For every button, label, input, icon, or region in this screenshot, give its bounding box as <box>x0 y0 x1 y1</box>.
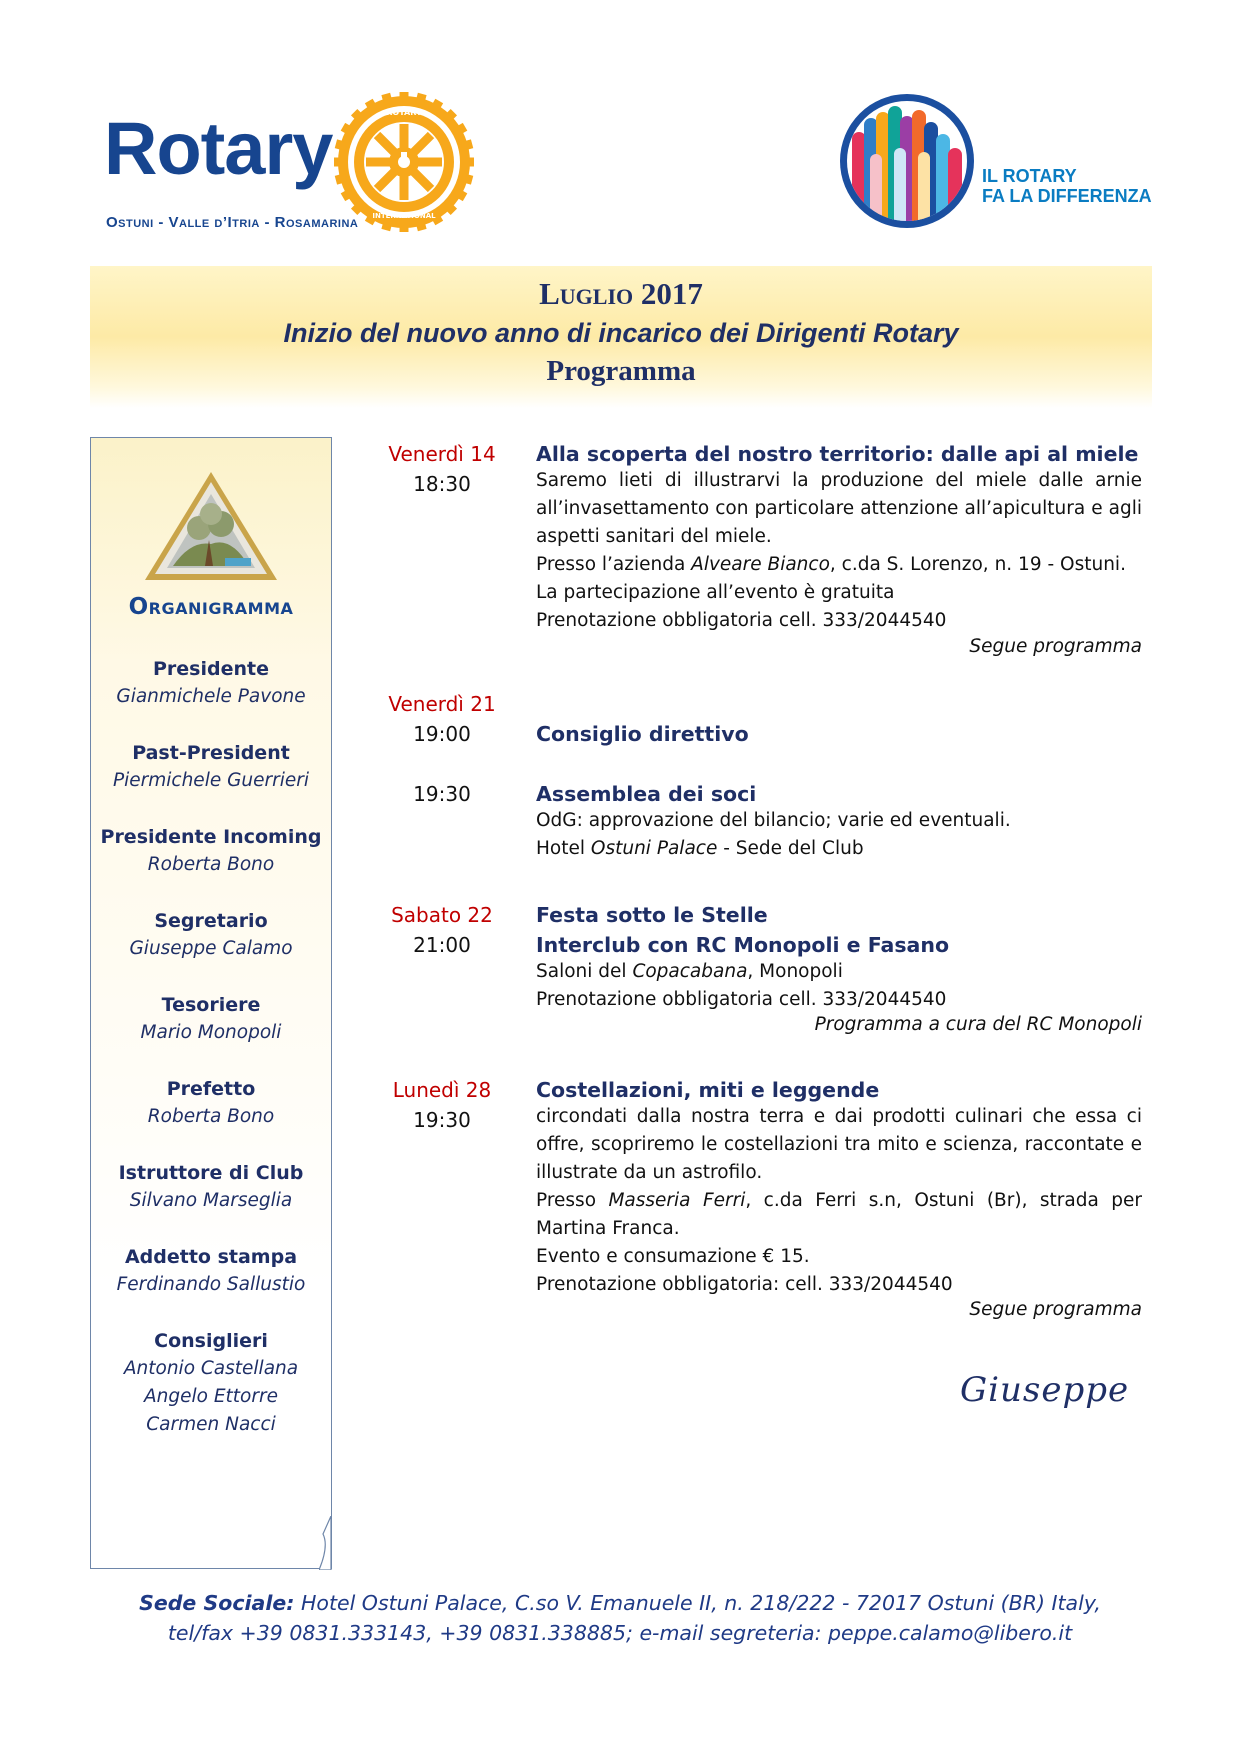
role-name: Gianmichele Pavone <box>116 686 306 707</box>
wheel-tooth <box>400 222 408 232</box>
role-title: Presidente Incoming <box>100 826 322 848</box>
event-free-entry: La partecipazione all’evento è gratuita <box>536 582 895 603</box>
role-title: Past-President <box>132 742 290 764</box>
event-time: 21:00 <box>413 933 471 957</box>
event-title: Assemblea dei soci <box>536 782 757 806</box>
event-booking: Prenotazione obbligatoria: cell. 333/2044540 <box>536 1274 953 1295</box>
role-name: Antonio Castellana <box>123 1358 299 1379</box>
event-title: Costellazioni, miti e leggende <box>536 1078 880 1102</box>
role-past-president <box>91 739 331 795</box>
role-title: Addetto stampa <box>124 1246 298 1268</box>
banner-program: Programma <box>546 355 696 387</box>
role-consiglieri <box>91 1327 331 1439</box>
banner-month: Luglio 2017 <box>539 276 703 311</box>
venue-name: Alveare Bianco <box>691 554 830 575</box>
role-name: Roberta Bono <box>147 854 275 875</box>
venue-name: Ostuni Palace <box>590 838 718 859</box>
event-price: Evento e consumazione € 15. <box>536 1246 810 1267</box>
event-time: 19:30 <box>413 782 471 806</box>
footer-address-text: Hotel Ostuni Palace, C.so V. Emanuele II, n. 218/222 - 72017 Ostuni (BR) Italy, <box>294 1591 1101 1615</box>
role-title: Prefetto <box>166 1078 256 1100</box>
event-booking: Prenotazione obbligatoria cell. 333/2044540 <box>536 610 947 631</box>
venue-prefix: Saloni del <box>536 961 633 982</box>
wheel-tooth <box>464 158 474 166</box>
footer-address <box>0 1588 1240 1618</box>
role-istruttore-di-club <box>91 1159 331 1215</box>
role-name: Piermichele Guerrieri <box>112 770 310 791</box>
event-venue <box>536 551 1142 579</box>
page-curl-decoration <box>319 1516 333 1570</box>
event-day: Venerdì 14 <box>388 442 496 466</box>
event-time: 19:30 <box>413 1108 471 1132</box>
organigramma-sidebar <box>90 437 332 1569</box>
venue-prefix: Presso l’azienda <box>536 554 692 575</box>
event-description <box>536 807 1142 863</box>
venue-suffix: , c.da Ferri s.n, Ostuni (Br), strada per Martina Franca. <box>536 1190 1142 1239</box>
role-addetto-stampa <box>91 1243 331 1299</box>
event-text: Saremo lieti di illustrarvi la produzione del miele dalle arnie all’invasettamento con particolare attenzione all’apicultura e agli aspetti sanitari del miele. <box>536 470 1142 547</box>
event-subtitle: Interclub con RC Monopoli e Fasano <box>536 933 950 957</box>
organigramma-title: Organigramma <box>128 594 294 620</box>
role-title: Istruttore di Club <box>118 1162 304 1184</box>
rotary-logo-wordmark: Rotary <box>104 107 333 190</box>
theme-slogan-line2: FA LA DIFFERENZA <box>982 186 1152 206</box>
event-day: Lunedì 28 <box>392 1078 492 1102</box>
role-name: Mario Monopoli <box>140 1022 282 1043</box>
rotary-wheel-icon <box>334 92 474 232</box>
event-note: Programma a cura del RC Monopoli <box>814 1014 1142 1035</box>
venue-prefix: Hotel <box>536 838 591 859</box>
wheel-tooth <box>400 92 408 102</box>
title-banner <box>90 266 1152 408</box>
event-venue <box>536 1187 1142 1243</box>
role-presidente-incoming <box>91 823 331 879</box>
role-title: Segretario <box>154 910 268 932</box>
footer-contacts: tel/fax +39 0831.333143, +39 0831.338885; e-mail segreteria: peppe.calamo@libero.it <box>167 1621 1073 1645</box>
event-description <box>536 467 1142 635</box>
signature: Giuseppe <box>960 1370 1130 1410</box>
event-description <box>536 958 1142 1014</box>
event-day: Sabato 22 <box>391 903 493 927</box>
role-name: Ferdinando Sallustio <box>116 1274 306 1295</box>
role-segretario <box>91 907 331 963</box>
event-text: circondati dalla nostra terra e dai prodotti culinari che essa ci offre, scopriremo le costellazioni tra mito e scienza, raccontate e illustrate da un astrofilo. <box>536 1106 1142 1183</box>
wheel-text-top: ROTARY <box>386 108 422 117</box>
event-note: Segue programma <box>969 636 1142 657</box>
banner-subtitle: Inizio del nuovo anno di incarico dei Dirigenti Rotary <box>283 318 959 348</box>
venue-name: Masseria Ferri <box>608 1190 746 1211</box>
theme-slogan <box>982 166 1152 206</box>
theme-logo-icon <box>838 92 976 230</box>
role-prefetto <box>91 1075 331 1131</box>
event-booking: Prenotazione obbligatoria cell. 333/2044540 <box>536 989 947 1010</box>
district-pyramid-logo-icon <box>143 470 279 582</box>
venue-suffix: , c.da S. Lorenzo, n. 19 - Ostuni. <box>829 554 1126 575</box>
role-name: Angelo Ettorre <box>144 1386 278 1407</box>
event-venue <box>536 835 1142 863</box>
role-name: Giuseppe Calamo <box>129 938 293 959</box>
theme-slogan-line1: IL ROTARY <box>982 166 1077 186</box>
event-venue <box>536 958 1142 986</box>
event-title: Consiglio direttivo <box>536 722 749 746</box>
venue-suffix: - Sede del Club <box>717 838 864 859</box>
event-time: 19:00 <box>413 722 471 746</box>
venue-suffix: , Monopoli <box>747 961 843 982</box>
role-presidente <box>91 655 331 711</box>
role-title: Presidente <box>153 658 269 680</box>
role-tesoriere <box>91 991 331 1047</box>
event-title: Alla scoperta del nostro territorio: dalle api al miele <box>536 442 1139 466</box>
role-name: Roberta Bono <box>147 1106 275 1127</box>
role-title: Tesoriere <box>161 994 261 1016</box>
club-name: Ostuni - Valle d’Itria - Rosamarina <box>106 214 359 231</box>
role-title: Consiglieri <box>154 1330 268 1352</box>
wheel-text-bottom: INTERNATIONAL <box>372 212 436 220</box>
event-time: 18:30 <box>413 472 471 496</box>
role-name: Silvano Marseglia <box>129 1190 293 1211</box>
event-note: Segue programma <box>969 1299 1142 1320</box>
event-agenda: OdG: approvazione del bilancio; varie ed eventuali. <box>536 810 1011 831</box>
footer-label: Sede Sociale: <box>139 1591 295 1615</box>
wheel-tooth <box>334 158 344 166</box>
event-day: Venerdì 21 <box>388 692 496 716</box>
role-name: Carmen Nacci <box>146 1414 276 1435</box>
event-title: Festa sotto le Stelle <box>536 903 768 927</box>
event-description <box>536 1103 1142 1299</box>
venue-prefix: Presso <box>536 1190 609 1211</box>
venue-name: Copacabana <box>632 961 748 982</box>
